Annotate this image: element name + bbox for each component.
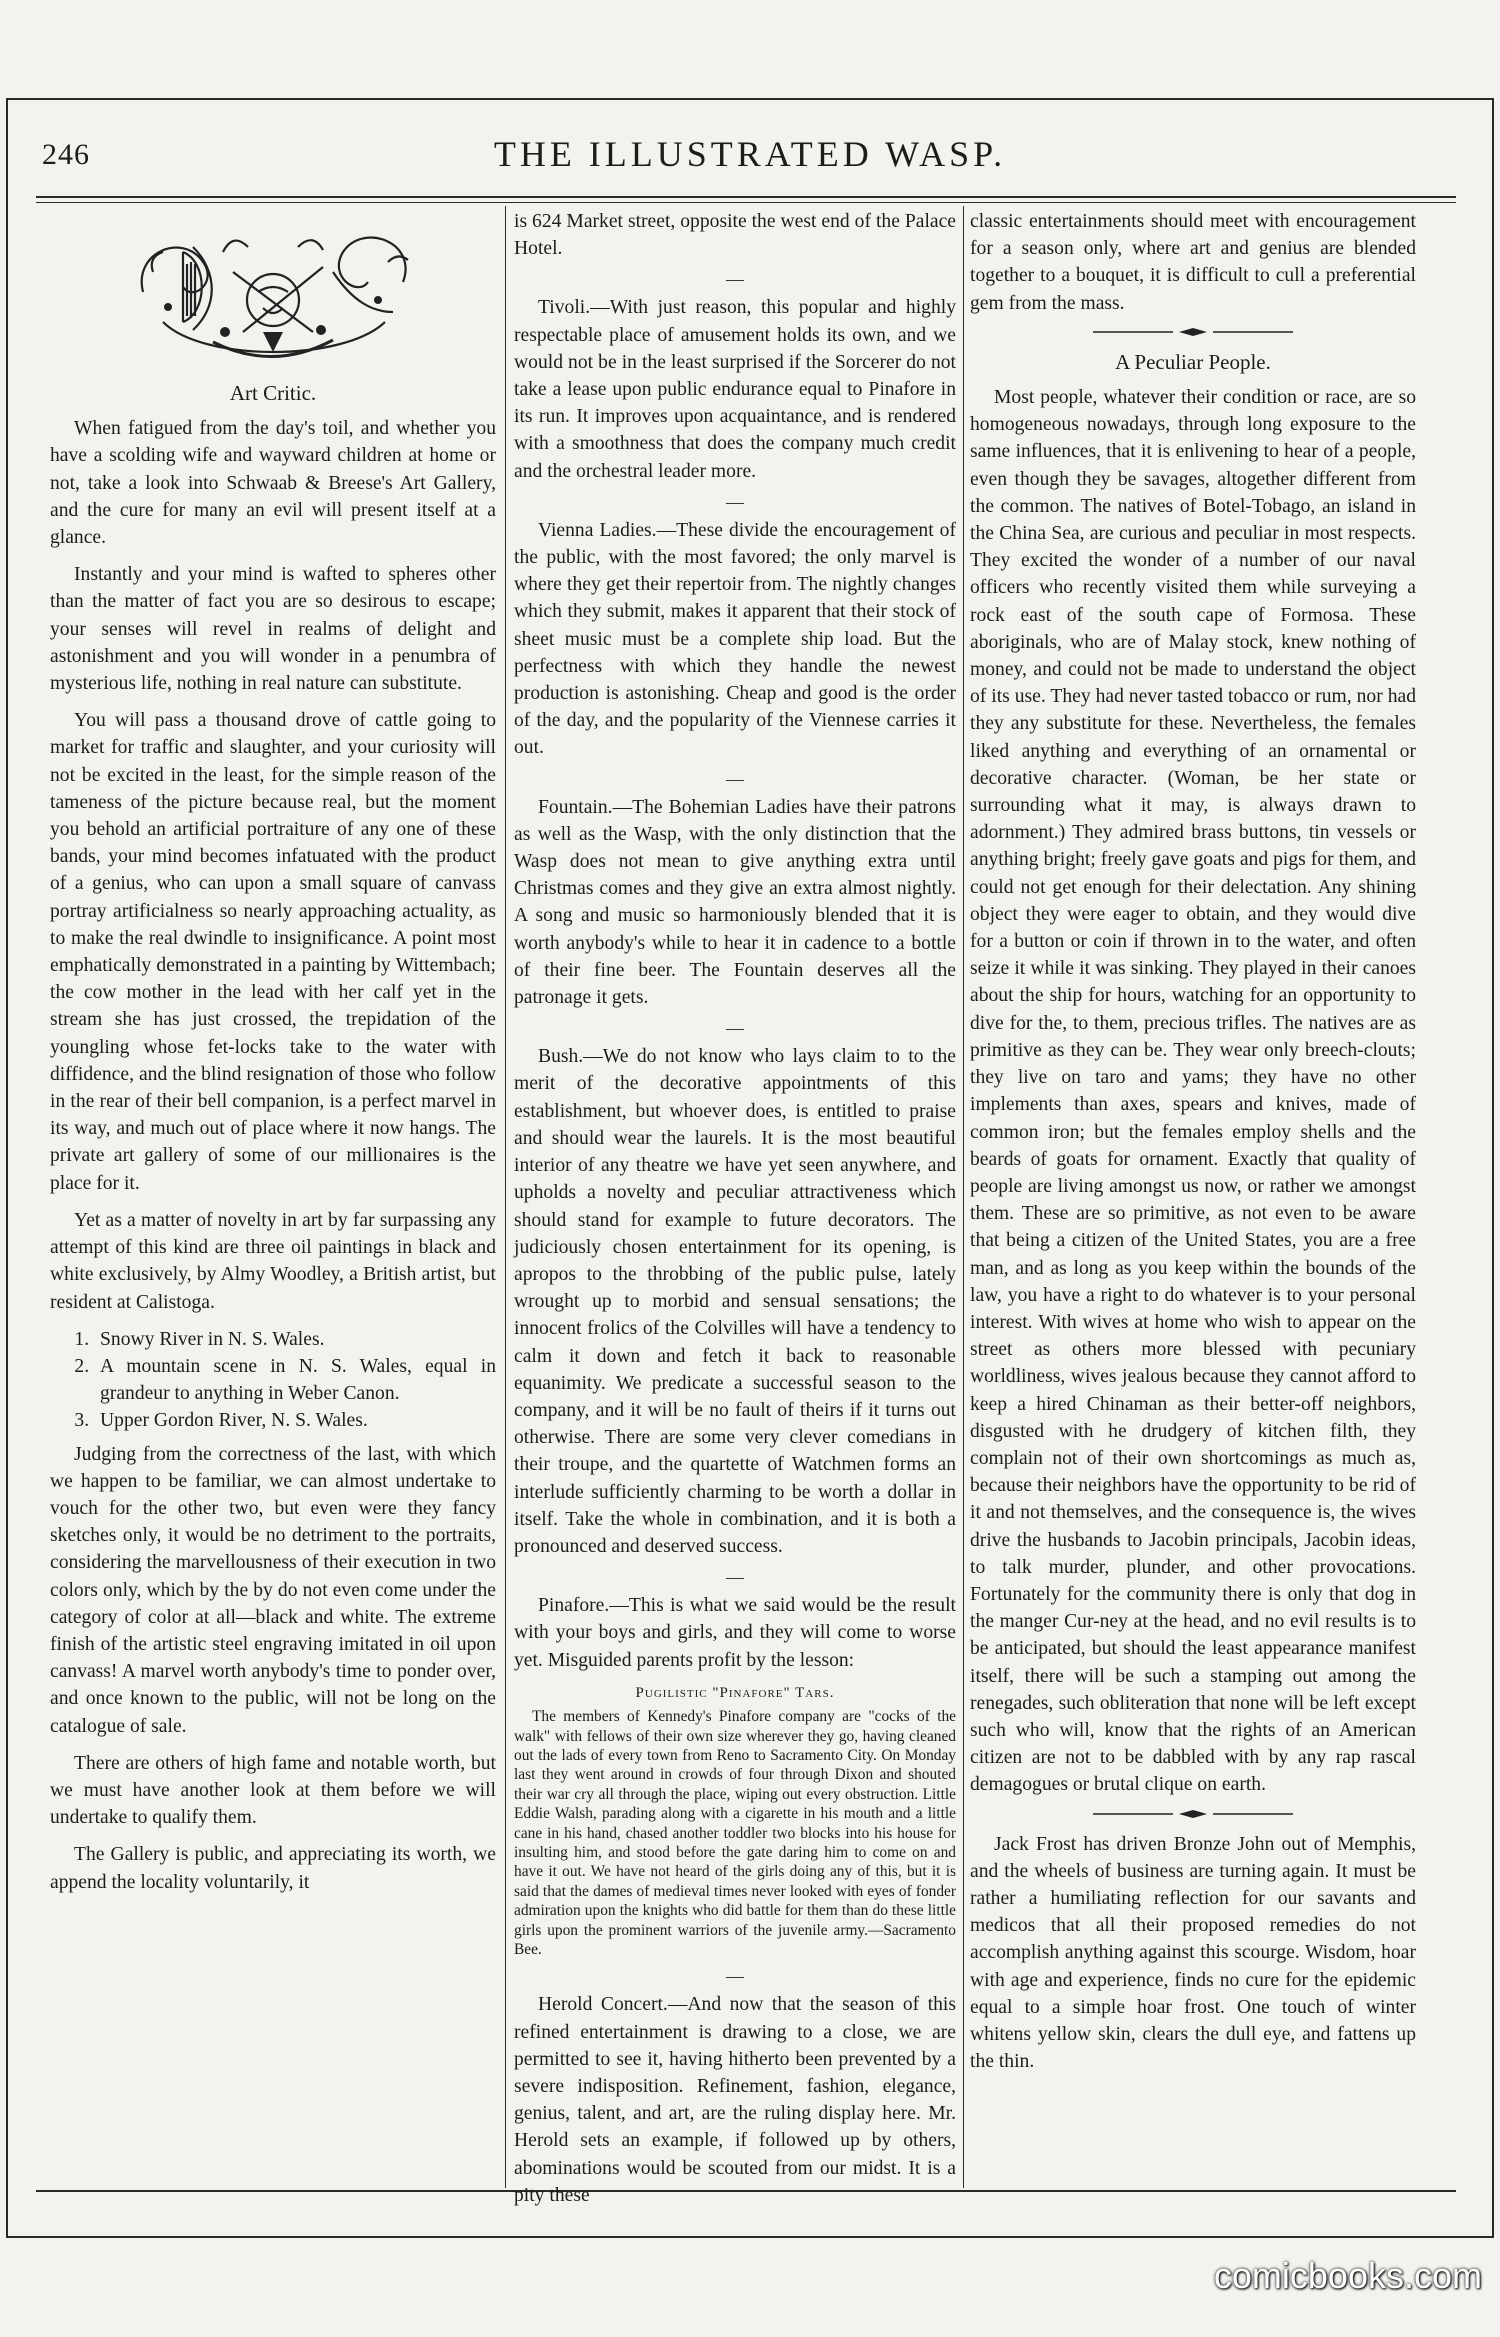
art-critic-ornament-illustration bbox=[123, 212, 423, 372]
list-item: 3. Upper Gordon River, N. S. Wales. bbox=[94, 1407, 496, 1434]
footer-rule bbox=[6, 2236, 1494, 2238]
art-critic-heading: Art Critic. bbox=[229, 381, 317, 405]
art-critic-paragraph-7: The Gallery is public, and appreciating its worth, we append the locality voluntarily, it bbox=[50, 1844, 496, 1893]
art-critic-paragraph-3: You will pass a thousand drove of cattle going to market for traffic and slaughter, and your curiosity will not be excited in the least, for the simple reason of the tameness of the picture because real, but the moment you behold an artificial portraiture of any one of these bands, your mind becomes infatuated with the product of a genius, who can upon a small square of canvass portray artificialness so nearly approaching actuality, as to make the real dwindle to insignificance. A point most emphatically demonstrated in a painting by Wittembach; the cow mother in the lead with her calf yet in the stream she has just crossed, the trepidation of the youngling whose fet-locks take to the water with diffidence, and the blind resignation of those who follow in the rear of their bell companion, is a perfect marvel in its way, and much out of place where it now hangs. The private art gallery of some of our millionaires is the place for it. bbox=[50, 710, 496, 1194]
section-dash: — bbox=[726, 768, 744, 789]
left-border bbox=[6, 98, 8, 2238]
section-dash: — bbox=[726, 269, 744, 290]
paintings-list bbox=[50, 1326, 496, 1435]
top-rule bbox=[6, 98, 1494, 100]
fountain-paragraph: Fountain.—The Bohemian Ladies have their patrons as well as the Wasp, with the only distinction that the Wasp does not mean to give anything extra until Christmas comes and they give an extra almost nightly. A song and music so harmoniously blended that it is worth anybody's while to hear it in cadence to a bottle of their fine beer. The Fountain deserves all the patronage it gets. bbox=[514, 796, 956, 1009]
art-critic-paragraph-5: Judging from the correctness of the last, with which we happen to be familiar, we can almost undertake to vouch for the other two, but even were they fancy sketches only, it would be no detriment to the portraits, considering the marvellousness of their execution in two colors only, which by the by do not even come under the category of color at all—black and white. The extreme finish of the artistic steel engraving imitated in oil upon canvass! A marvel worth anybody's time to ponder over, and once known to the public, will not be long on the catalogue of sale. bbox=[50, 1443, 496, 1737]
section-dash: — bbox=[726, 1567, 744, 1588]
herold-continuation: classic entertainments should meet with encouragement for a season only, where art and genius are blended together to a bouquet, it is difficult to cull a preferential gem from the mass. bbox=[970, 211, 1416, 314]
column-rule-2 bbox=[963, 206, 964, 2188]
column-rule-1 bbox=[505, 206, 506, 2188]
ornament-divider-icon bbox=[1093, 327, 1293, 337]
ornament-divider-icon bbox=[1093, 1809, 1293, 1819]
masthead-title: THE ILLUSTRATED WASP. bbox=[493, 134, 1007, 174]
section-dash: — bbox=[726, 1966, 744, 1987]
quoted-article-body: The members of Kennedy's Pinafore company are "cocks of the walk" with fellows of their own size wherever they go, having cleaned out the lads of every town from Reno to Sacramento City. On Monday last they went around in crowds of four through Dixon and shouted their war cry all through the place, wiping out every obstruction. Little Eddie Walsh, parading along with a cigarette in his mouth and a little cane in his hand, chased another toddler two blocks into his house for insulting him, and stood before the gate daring him to come on and have it out. We have not heard of the girls doing any of this, but it is said that the dames of medieval times never looked with eyes of fonder admiration upon the knights who did battle for them than do these little girls upon the prominent warriors of the juvenile army.—Sacramento Bee. bbox=[514, 1708, 956, 1959]
pinafore-paragraph: Pinafore.—This is what we said would be the result with your boys and girls, and they will come to worse yet. Misguided parents profit by the lesson: bbox=[514, 1595, 956, 1671]
art-critic-paragraph-1: When fatigued from the day's toil, and whether you have a scolding wife and wayward children at home or not, take a look into Schwaab & Breese's Art Gallery, and the cure for many an evil will present itself at a glance. bbox=[50, 418, 496, 549]
column-peculiar-people bbox=[970, 208, 1416, 2085]
jack-frost-paragraph: Jack Frost has driven Bronze John out of Memphis, and the wheels of business are turning again. It must be rather a humiliating reflection for our savants and medicos that all their proposed remedies do not accomplish anything against this scourge. Wisdom, hoar with age and experience, finds no cure for the epidemic equal to a simple hoar frost. One touch of winter whitens yellow skin, clears the dull eye, and fattens up the thin. bbox=[970, 1833, 1416, 2073]
vienna-ladies-paragraph: Vienna Ladies.—These divide the encouragement of the public, with the most favored; the only marvel is where they get their repertoir from. The nightly changes which they submit, makes it apparent that their stock of sheet music must be a complete ship load. But the perfectness with which they handle the newest production is astonishing. Cheap and good is the order of the day, and the popularity of the Viennese carries it out. bbox=[514, 519, 956, 759]
site-watermark: comicbooks.com bbox=[1213, 2255, 1482, 2296]
quoted-article bbox=[514, 1684, 956, 1960]
right-border bbox=[1492, 98, 1494, 2238]
section-dash: — bbox=[726, 1018, 744, 1039]
bush-paragraph: Bush.—We do not know who lays claim to to the merit of the decorative appointments of this establishment, but whoever does, is entitled to praise and should wear the laurels. It is the most beautiful interior of any theatre we have yet seen anywhere, and upholds a novelty and peculiar attractiveness which should stand for example to future decorators. The judiciously chosen entertainment for its opening, is apropos to the throbbing of the public pulse, lately wrought up to morbid and sensual sensations; the innocent frolics of the Colvilles will have a tendency to calm it down and fetch it back to reasonable equanimity. We predicate a successful season to the company, and it will be no fault of theirs if it turns out otherwise. There are some very clever comedians in their troupe, and the quartette of Watchmen forms an interlude sufficiently charming to be worth a dollar in itself. Take the whole in combination, and it is both a pronounced and deserved success. bbox=[514, 1046, 956, 1557]
peculiar-people-heading: A Peculiar People. bbox=[1115, 349, 1271, 374]
header-rule-thin bbox=[36, 202, 1456, 203]
art-critic-paragraph-6: There are others of high fame and notable worth, but we must have another look at them before we will undertake to qualify them. bbox=[50, 1752, 496, 1829]
art-critic-paragraph-2: Instantly and your mind is wafted to spheres other than the matter of fact you are so desirous to escape; your senses will revel in realms of delight and astonishment and you will wonder in a penumbra of mysterious life, nothing in real nature can substitute. bbox=[50, 564, 496, 695]
column-amusements bbox=[514, 208, 956, 2219]
section-dash: — bbox=[726, 491, 744, 512]
column-art-critic bbox=[50, 212, 496, 1906]
list-item: 2. A mountain scene in N. S. Wales, equal in grandeur to anything in Weber Canon. bbox=[94, 1353, 496, 1407]
list-item: 1. Snowy River in N. S. Wales. bbox=[94, 1326, 496, 1353]
page-number: 246 bbox=[42, 138, 90, 171]
herold-concert-paragraph: Herold Concert.—And now that the season of this refined entertainment is drawing to a close, we are permitted to see it, having hitherto been prevented by a severe indisposition. Refinement, fashion, elegance, genius, talent, and art, are the ruling display here. Mr. Herold sets an example, if followed up by others, abominations would be scouted from our midst. It is a pity these bbox=[514, 1994, 956, 2206]
peculiar-people-paragraph: Most people, whatever their condition or race, are so homogeneous nowadays, through long exposure to the same influences, that it is enlivening to hear of a people, even though they be savages, altogether different from the common. The natives of Botel-Tobago, an island in the China Sea, are curious and peculiar in most respects. They excited the wonder of a number of our naval officers who recently visited them while surveying a rock east of the south cape of Formosa. These aboriginals, who are of Malay stock, knew nothing of money, and could not be made to understand the object of its use. They had never tasted tobacco or rum, nor had they any substitute for these. Nevertheless, the females liked anything and everything of an ornamental or decorative character. (Woman, be her state or surrounding what it may, is always drawn to adornment.) They admired brass buttons, tin vessels or anything bright; freely gave goats and pigs for them, and could not get enough for their delectation. Any shining object they were eager to obtain, and they would dive for a button or coin if thrown in to the water, and often seize it while it was sinking. They played in their canoes about the ship for hours, watching for an opportunity to dive for the, to them, precious trifles. The natives are as primitive as they can be. They wear only breech-clouts; they live on taro and yams; they have no other implements than axes, spears and knives, made of common iron; but the females employ shells and the beards of goats for ornament. Exactly that quality of people are living amongst us now, or rather we amongst them. These are so primitive, as not even to be aware that being a citizen of the United States, you are a free man, and as long as you keep within the bounds of the law, you have a right to do whatever is to your personal interest. With wives at home who wish to appear on the street as others more blessed with pecuniary worldliness, wives jealous because they cannot afford to keep a hired Chinaman as their better-off neighbors, disgusted with he drudgery of kitchen filth, they complain not of their own shortcomings as much as, because their neighbors have the opportunity to be rid of it and not themselves, and the consequence is, the wives drive the husbands to Jacobin principals, Jacobin ideas, to talk murder, plunder, and other provocations. Fortunately for the community there is only that dog in the manger Cur-ney at the head, and no evil results is to be anticipated, but should the least appearance manifest itself, there will be such a stamping out among the renegades, such obliteration that none will be left except such who will, know that the rights of an American citizen are not to be dabbled with by any rap rascal demagogues or brutal clique on earth. bbox=[970, 387, 1416, 1796]
quoted-article-heading: Pugilistic "Pinafore" Tars. bbox=[635, 1684, 835, 1701]
art-critic-paragraph-4: Yet as a matter of novelty in art by far surpassing any attempt of this kind are three oil paintings in black and white exclusively, by Almy Woodley, a British artist, but resident at Calistoga. bbox=[50, 1209, 496, 1313]
header-rule bbox=[36, 196, 1456, 198]
tivoli-paragraph: Tivoli.—With just reason, this popular and highly respectable place of amusement holds its own, and we would not be in the least surprised if the Sorcerer do not take a lease upon public endurance equal to Pinafore in its run. It improves upon acquaintance, and is rendered with a smoothness that does the company much credit and the orchestral leader more. bbox=[514, 297, 956, 482]
gallery-address-continuation: is 624 Market street, opposite the west end of the Palace Hotel. bbox=[514, 211, 956, 260]
